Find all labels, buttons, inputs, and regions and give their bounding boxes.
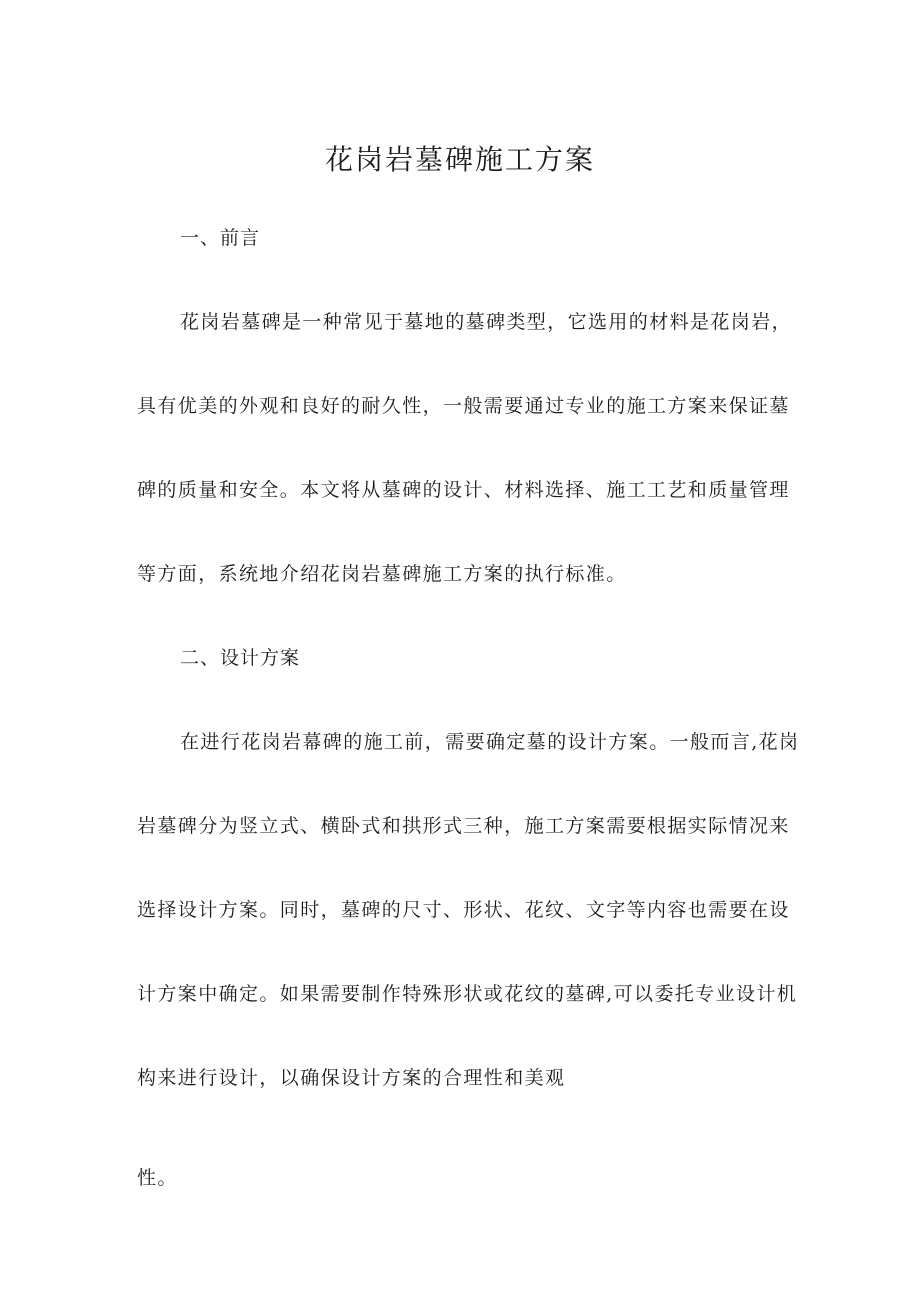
paragraph-line: 具有优美的外观和良好的耐久性，一般需要通过专业的施工方案来保证墓 — [137, 395, 790, 417]
document-title: 花岗岩墓碑施工方案 — [324, 143, 595, 176]
paragraph-line: 构来进行设计，以确保设计方案的合理性和美观 — [137, 1067, 566, 1089]
paragraph-line: 性。 — [137, 1167, 178, 1189]
paragraph-line: 岩墓碑分为竖立式、横卧式和拱形式三种，施工方案需要根据实际情况来 — [137, 815, 790, 837]
paragraph-line: 选择设计方案。同时，墓碑的尺寸、形状、花纹、文字等内容也需要在设 — [137, 899, 790, 921]
paragraph-line: 碑的质量和安全。本文将从墓碑的设计、材料选择、施工工艺和质量管理 — [137, 479, 790, 501]
paragraph-line: 计方案中确定。如果需要制作特殊形状或花纹的墓碑,可以委托专业设计机 — [137, 983, 798, 1005]
section-heading-design: 二、设计方案 — [180, 647, 301, 669]
paragraph-line: 等方面，系统地介绍花岗岩墓碑施工方案的执行标准。 — [137, 563, 627, 585]
paragraph-line: 花岗岩墓碑是一种常见于墓地的墓碑类型，它选用的材料是花岗岩， — [180, 311, 793, 333]
paragraph-line: 在进行花岗岩幕碑的施工前，需要确定墓的设计方案。一般而言,花岗 — [180, 731, 800, 753]
section-heading-preface: 一、前言 — [180, 227, 261, 249]
